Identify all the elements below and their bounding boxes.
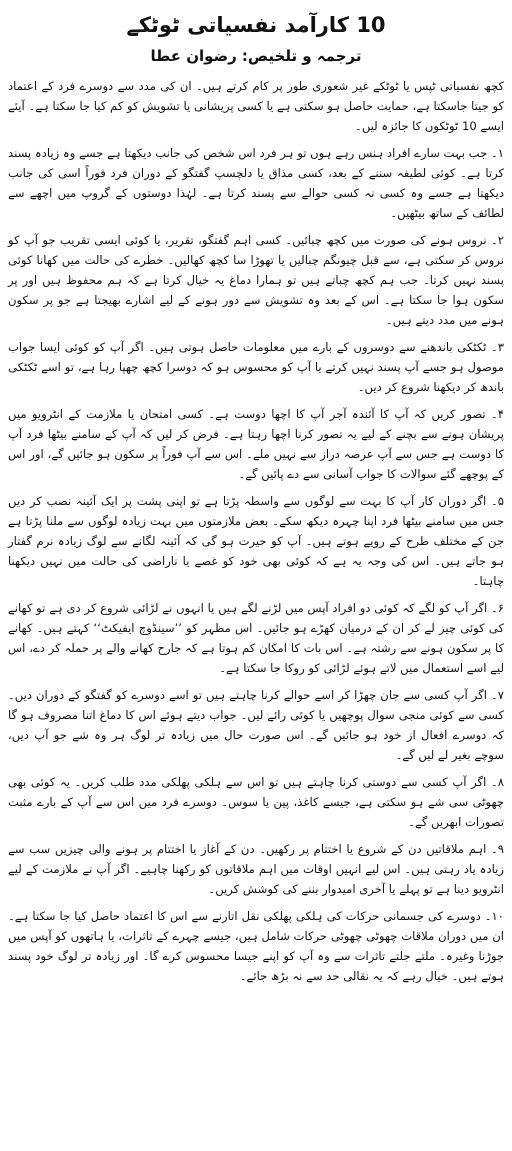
tip-1-paragraph: ۱۔ جب بہت سارے افراد ہنس رہے ہوں تو ہر فرد اس شخص کی جانب دیکھتا ہے جسے وہ زیادہ پسند کرتا ہے۔ کوئی لطیفہ سننے کے بعد، کسی مذاق یا دلچسپ گفتگو کے دوران فرد فوراً اسی کی جانب دیکھتا ہے جسے وہ کسی نہ کسی حوالے سے پسند کرتا ہے۔ لہٰذا دوستوں کے گروپ میں اچھے سے لطائف کے ساتھ بیٹھیں۔ bbox=[8, 146, 504, 220]
tip-4-paragraph: ۴۔ تصور کریں کہ آپ کا آئندہ آجر آپ کا اچھا دوست ہے۔ کسی امتحان یا ملازمت کے انٹرویو میں پریشان ہونے سے بچنے کے لیے یہ تصور کرنا اچھا رہتا ہے۔ فرض کر لیں کہ آپ کے سامنے بیٹھا فرد آپ کا دوست ہے جس سے آپ عرصہ دراز سے نہیں ملے۔ اس سے آپ فوراً پر سکون ہو جائیں گے، اور اس کے پوچھے گئے سوالات کا جواب آسانی سے دے پائیں گے۔ bbox=[8, 407, 504, 481]
tip-5-paragraph: ۵۔ اگر دوران کار آپ کا بہت سے لوگوں سے واسطہ پڑتا ہے تو اپنی پشت پر ایک آئینہ نصب کر دیں جس میں سامنے بیٹھا فرد اپنا چہرہ دیکھ سکے۔ بعض ملازمتوں میں بہت زیادہ لوگوں سے ملنا پڑتا ہے جن کے مختلف طرح کے رویے ہوتے ہیں۔ آپ کو حیرت ہو گی کہ آئینہ لگانے سے لوگ زیادہ نرم گفتار ہو جاتے ہیں۔ اس کی وجہ یہ ہے کہ کوئی بھی خود کو غصے یا ناراضی کی حالت میں نہیں دیکھنا چاہتا۔ bbox=[8, 494, 504, 588]
article-byline: ترجمہ و تلخیص: رضوان عطا bbox=[150, 47, 362, 65]
tip-2-paragraph: ۲۔ نروس ہونے کی صورت میں کچھ چبائیں۔ کسی اہم گفتگو، تقریر، یا کوئی ایسی تقریب جو آپ کو نروس کر سکتی ہے، سے قبل چیونگم چبالیں یا تھوڑا سا کچھ کھالیں۔ خطرے کی حالت میں کھانا کوئی پسند نہیں کرتا۔ جب ہم کچھ چباتے ہیں تو ہمارا دماغ یہ خیال کرتا ہے کہ ہم محفوظ ہیں اور پر سکون ہوا جا سکتا ہے۔ اس کے بعد وہ تشویش سے دور ہونے کے لیے اشارے بھیجتا ہے جو پر سکون ہونے میں مدد دیتے ہیں۔ bbox=[8, 233, 504, 327]
tip-3-paragraph: ۳۔ ٹکٹکی باندھنے سے دوسروں کے بارے میں معلومات حاصل ہوتی ہیں۔ اگر آپ کو کوئی ایسا جواب موصول ہو جسے آپ پسند نہیں کرتے یا آپ کو محسوس ہو کہ دوسرا کچھ چھپا رہا ہے، تو اسے ٹکٹکی باندھ کر دیکھنا شروع کر دیں۔ bbox=[8, 340, 504, 394]
tip-8-paragraph: ۸۔ اگر آپ کسی سے دوستی کرنا چاہتے ہیں تو اس سے ہلکی پھلکی مدد طلب کریں۔ یہ کوئی بھی چھوٹی سی شے ہو سکتی ہے، جیسے کاغذ، پین یا سوس۔ دوسرے فرد میں اس سے آپ کے بارے مثبت تصورات ابھریں گے۔ bbox=[8, 775, 504, 829]
tip-7-paragraph: ۷۔ اگر آپ کسی سے جان چھڑا کر اسے حوالے کرنا چاہتے ہیں تو اسے دوسرے کو گفتگو کے دوران دیں۔ کسی سے کوئی منجی سوال پوچھیں یا کوئی رائے لیں۔ جواب دیتے ہوئے اس کا دماغ اتنا مصروف ہو گا کہ دوسرے افعال از خود ہو جائیں گے۔ اس صورت حال میں زیادہ تر لوگ ہر وہ شے جو آپ دیں، سوچے بغیر لے لیں گے۔ bbox=[8, 688, 504, 762]
tip-9-paragraph: ۹۔ اہم ملاقاتیں دن کے شروع یا اختتام پر رکھیں۔ دن کے آغاز یا اختتام پر ہونے والی چیزیں سب سے زیادہ یاد رہتی ہیں۔ اس لیے انہیں اوقات میں اہم ملاقاتوں کو رکھنا چاہیے۔ اگر آپ نے ملازمت کے لیے انٹرویو دینا ہے تو پہلے یا آخری امیدوار بننے کی کوشش کریں۔ bbox=[8, 842, 504, 896]
tip-6-paragraph: ۶۔ اگر آپ کو لگے کہ کوئی دو افراد آپس میں لڑنے لگے ہیں یا انہوں نے لڑائی شروع کر دی ہے تو کھانے کی کوئی چیز لے کر ان کے درمیان کھڑے ہو جائیں۔ اس مظہر کو ’’سینڈوچ ایفیکٹ‘‘ کہتے ہیں۔ کھانے کا پر سکون ہونے سے رشتہ ہے۔ اس بات کا امکان کم ہوتا ہے کہ جارح کھانے والے پر حملہ کر دے، اس لیے اسے استعمال میں لاتے ہوئے لڑائی کو روکا جا سکتا ہے۔ bbox=[8, 601, 504, 675]
intro-paragraph: کچھ نفسیاتی ٹپس یا ٹوٹکے غیر شعوری طور پر کام کرتے ہیں۔ ان کی مدد سے دوسرے فرد کے اعتماد کو جیتا جاسکتا ہے، حمایت حاصل ہو سکتی ہے یا کسی پریشانی یا تشویش کو کم کیا جا سکتا ہے۔ آیئے ایسے 10 ٹوٹکوں کا جائزہ لیں۔ bbox=[8, 79, 504, 133]
tip-10-paragraph: ۱۰۔ دوسرے کی جسمانی حرکات کی ہلکی پھلکی نقل اتارنے سے اس کا اعتماد حاصل کیا جا سکتا ہے۔ ان میں دوران ملاقات چھوٹی چھوٹی حرکات شامل ہیں، جیسے چہرے کے تاثرات، یا ہاتھوں کو آپس میں جوڑنا وغیرہ۔ ملتے جلتے تاثرات سے وہ آپ کو اپنے جیسا محسوس کرے گا۔ اور زیادہ تر لوگ خود پسند ہوتے ہیں۔ خیال رہے کہ یہ نقالی حد سے نہ بڑھ جائے۔ bbox=[8, 909, 504, 983]
article-title: 10 کارآمد نفسیاتی ٹوٹکے bbox=[126, 13, 386, 37]
